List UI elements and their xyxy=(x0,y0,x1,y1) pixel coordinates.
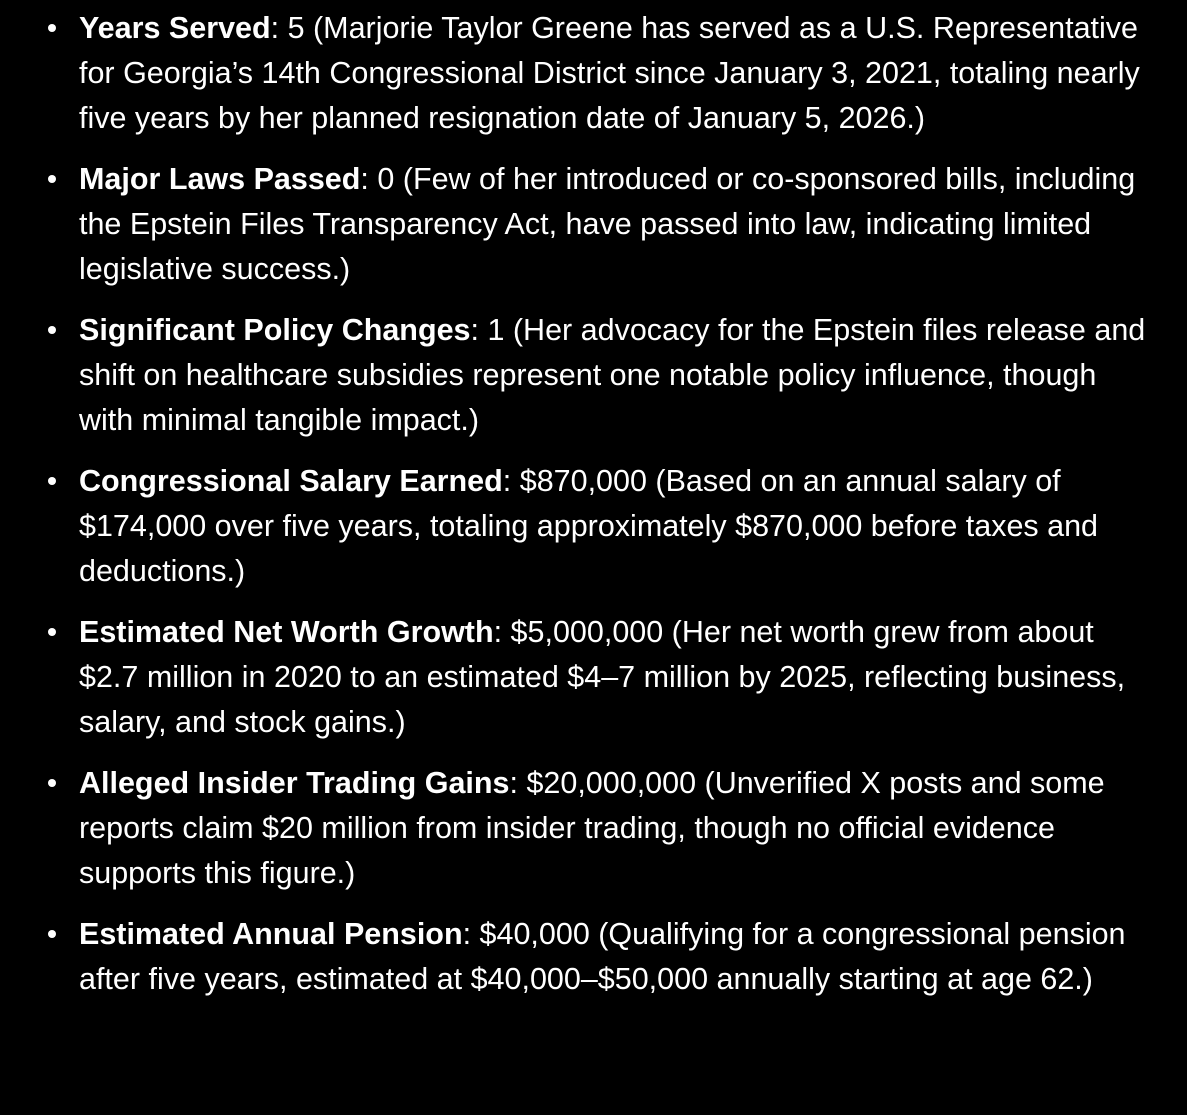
item-text: : $5,000,000 (Her net worth grew from about $2.7 million in 2020 to an estimated $4–7 million by 2025, reflecting business, salary, and stock gains.) xyxy=(79,615,1126,739)
bullet-icon xyxy=(48,628,56,636)
item-label: Congressional Salary Earned xyxy=(79,464,503,498)
item-text: : $40,000 (Qualifying for a congressional pension after five years, estimated at $40,000–$50,000 annually starting at age 62.) xyxy=(79,917,1126,996)
list-item xyxy=(0,157,1187,292)
list-item xyxy=(0,308,1187,443)
bullet-icon xyxy=(48,24,56,32)
list-item xyxy=(0,459,1187,594)
item-text: : 5 (Marjorie Taylor Greene has served as a U.S. Representative for Georgia’s 14th Congressional District since January 3, 2021, totaling nearly five years by her planned resignation date of January 5, 2026.) xyxy=(79,11,1140,135)
item-label: Major Laws Passed xyxy=(79,162,361,196)
list-item xyxy=(0,912,1187,1002)
bullet-icon xyxy=(48,930,56,938)
bullet-icon xyxy=(48,779,56,787)
item-text: : 1 (Her advocacy for the Epstein files release and shift on healthcare subsidies represent one notable policy influence, though with minimal tangible impact.) xyxy=(79,313,1146,437)
item-label: Significant Policy Changes xyxy=(79,313,471,347)
item-label: Estimated Annual Pension xyxy=(79,917,463,951)
item-text: : $870,000 (Based on an annual salary of $174,000 over five years, totaling approximately $870,000 before taxes and deductions.) xyxy=(79,464,1099,588)
item-text: : $20,000,000 (Unverified X posts and some reports claim $20 million from insider trading, though no official evidence supports this figure.) xyxy=(79,766,1105,890)
bullet-icon xyxy=(48,477,56,485)
list-item xyxy=(0,610,1187,745)
item-text: : 0 (Few of her introduced or co-sponsored bills, including the Epstein Files Transparency Act, have passed into law, indicating limited legislative success.) xyxy=(79,162,1136,286)
bullet-icon xyxy=(48,175,56,183)
item-label: Years Served xyxy=(79,11,271,45)
item-label: Estimated Net Worth Growth xyxy=(79,615,494,649)
list-item xyxy=(0,6,1187,141)
list-item xyxy=(0,761,1187,896)
item-label: Alleged Insider Trading Gains xyxy=(79,766,510,800)
bullet-icon xyxy=(48,326,56,334)
bullet-list xyxy=(0,6,1187,1018)
